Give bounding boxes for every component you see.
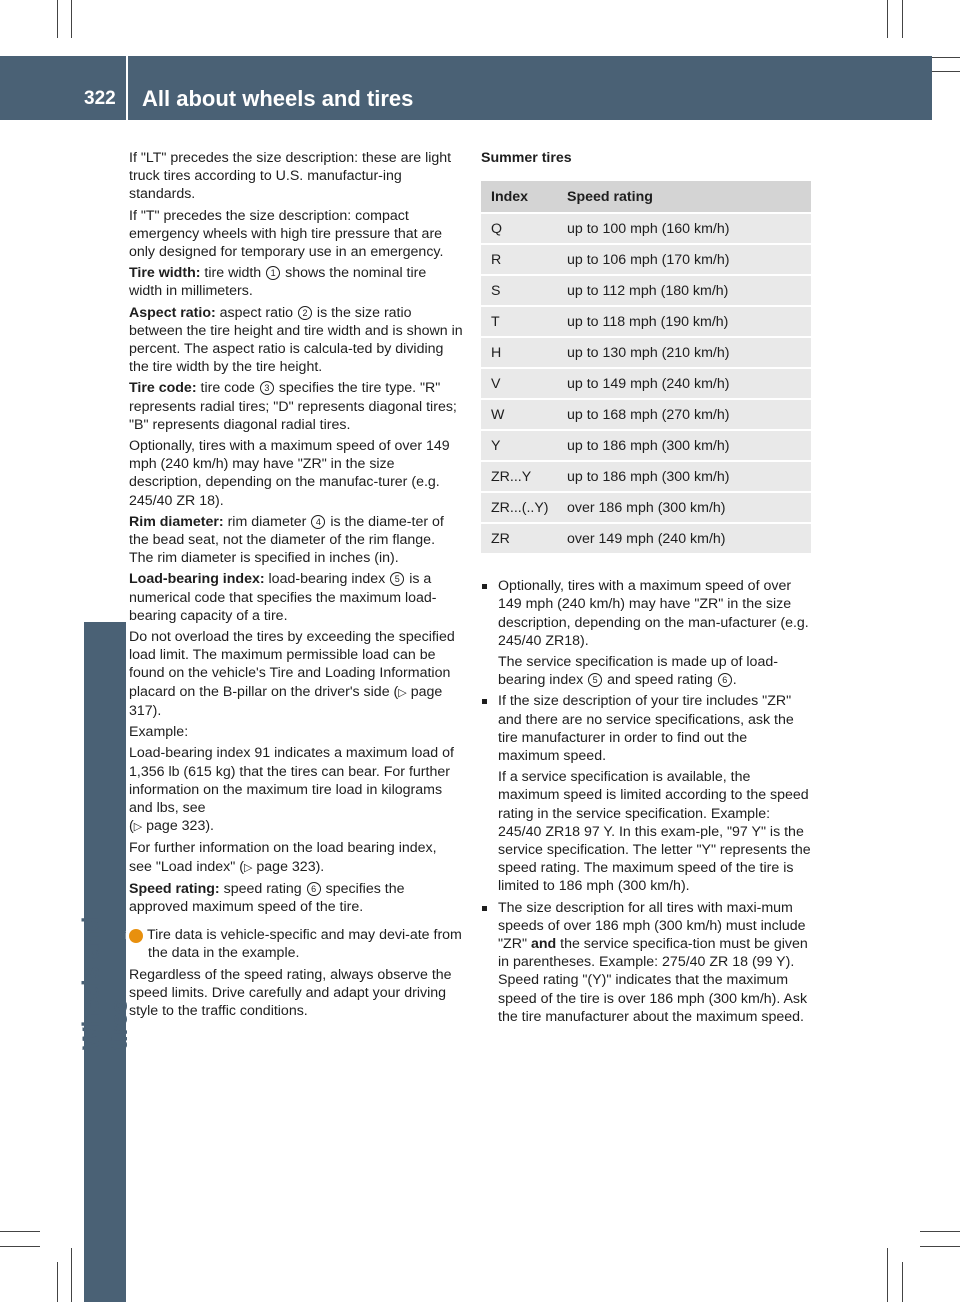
cell-speed: up to 186 mph (300 km/h) (557, 462, 811, 491)
callout-6-icon: 6 (307, 882, 321, 896)
text: the service specifica-tion must be given in parentheses. Example: 275/40 ZR 18 (99 Y). Speed rating "(Y)" indicates that the maximum speed of the tire is over 186 mph (300 km/h). Ask the tire manufacturer about the maximum speed. (498, 936, 808, 1025)
column-header-index: Index (481, 181, 557, 212)
text: shows the nominal tire width in millimeters. (129, 265, 427, 300)
callout-1-icon: 1 (266, 266, 280, 280)
crop-mark (71, 0, 72, 38)
info-note (124, 926, 463, 962)
crop-mark (57, 1262, 58, 1302)
paragraph-rim-diameter (129, 513, 463, 568)
crop-mark (887, 0, 888, 38)
callout-6-icon: 6 (718, 673, 732, 687)
text: For further information on the load bearing index, see "Load index" ( (129, 840, 437, 875)
table-row (481, 214, 811, 243)
list-item-detail (481, 653, 811, 689)
paragraph-aspect-ratio (129, 304, 463, 377)
column-header-speed-rating: Speed rating (557, 181, 811, 212)
table-row (481, 524, 811, 553)
list-item: Optionally, tires with a maximum speed of over 149 mph (240 km/h) may have "ZR" in the size description, depending on the man-ufacturer (e.g. 245/40 ZR18). (481, 577, 811, 650)
crop-mark (0, 1231, 40, 1232)
right-column (481, 149, 811, 1029)
cell-index: ZR...Y (481, 462, 557, 491)
text: rim diameter (227, 513, 307, 530)
cell-index: Y (481, 431, 557, 460)
paragraph-regardless: Regardless of the speed rating, always observe the speed limits. Drive carefully and adapt your driving style to the traffic conditions. (129, 966, 452, 1019)
cell-index: Q (481, 214, 557, 243)
crop-mark (920, 1246, 960, 1247)
list-item (481, 899, 811, 1026)
callout-4-icon: 4 (311, 515, 325, 529)
crop-mark (920, 1231, 960, 1232)
crop-mark (902, 1262, 903, 1302)
table-row (481, 307, 811, 336)
table-row (481, 369, 811, 398)
text: tire width (204, 265, 262, 282)
list-item: If the size description of your tire includes "ZR" and there are no service specifications, ask the tire manufacturer in order to find out the maximum speed. (481, 692, 811, 765)
cell-index: ZR...(..Y) (481, 493, 557, 522)
side-tab-label: Wheels and tires (78, 916, 133, 1050)
cell-speed: up to 112 mph (180 km/h) (557, 276, 811, 305)
left-column (124, 149, 463, 1023)
table-row (481, 245, 811, 274)
cell-speed: up to 130 mph (210 km/h) (557, 338, 811, 367)
cell-index: W (481, 400, 557, 429)
crop-mark (887, 1248, 888, 1302)
table-row (481, 400, 811, 429)
cell-index: H (481, 338, 557, 367)
text: The service specification is made up of load-bearing index (498, 654, 778, 689)
cell-index: R (481, 245, 557, 274)
cell-speed: up to 118 mph (190 km/h) (557, 307, 811, 336)
header-bar (0, 56, 932, 120)
emphasis-and: and (530, 936, 557, 953)
text: aspect ratio (219, 304, 294, 321)
crop-mark (902, 0, 903, 38)
text: and speed rating (607, 672, 713, 689)
callout-5-icon: 5 (390, 572, 404, 586)
table-row (481, 462, 811, 491)
text: The size description for all tires with maxi-mum speeds of over 186 mph (300 km/h) must include "ZR" (498, 899, 806, 953)
cell-speed: over 186 mph (300 km/h) (557, 493, 811, 522)
paragraph-tire-code (129, 379, 463, 434)
example-label: Example: (129, 724, 189, 741)
text: . (732, 672, 737, 689)
page-ref-arrow-icon: ▷ (133, 821, 143, 834)
text: is a numerical code that specifies the maximum load-bearing capacity of a tire. (129, 571, 437, 624)
table-row (481, 338, 811, 367)
cell-speed: over 149 mph (240 km/h) (557, 524, 811, 553)
paragraph-optional-zr: Optionally, tires with a maximum speed of over 149 mph (240 km/h) may have "ZR" in the size description, depending on the manufac-turer (e.g. 245/40 ZR 18). (129, 438, 450, 509)
paragraph-further-info (129, 839, 463, 876)
info-icon: i (129, 929, 143, 943)
paragraph-overload (129, 628, 463, 720)
paragraph-example: Load-bearing index 91 indicates a maximum load of 1,356 lb (615 kg) that the tires can bear. For further information on the maximum tire load in kilograms and lbs, see (▷ page 323). (129, 745, 454, 835)
paragraph-load-index (129, 570, 463, 625)
term-load-index: Load-bearing index: (129, 571, 265, 588)
text: specifies the approved maximum speed of the tire. (129, 880, 405, 915)
crop-mark (0, 1246, 40, 1247)
page-ref-arrow-icon: ▷ (398, 686, 407, 699)
table-row (481, 431, 811, 460)
paragraph-lt: If "LT" precedes the size description: these are light truck tires according to U.S. manufactur-ing standards. (129, 150, 452, 203)
cell-index: V (481, 369, 557, 398)
paragraph-speed-rating (129, 880, 463, 916)
paragraph-t: If "T" precedes the size description: compact emergency wheels with high tire pressure that are only designed for temporary use in an emergency. (129, 207, 444, 261)
page-ref-arrow-icon: ▷ (243, 861, 253, 874)
text: load-bearing index (268, 571, 386, 588)
cell-speed: up to 100 mph (160 km/h) (557, 214, 811, 243)
table-header-row (481, 181, 811, 212)
term-tire-code: Tire code: (129, 380, 197, 397)
callout-5-icon: 5 (588, 673, 602, 687)
page-number: 322 (84, 88, 116, 109)
cell-index: T (481, 307, 557, 336)
cell-index: ZR (481, 524, 557, 553)
cell-speed: up to 168 mph (270 km/h) (557, 400, 811, 429)
table-row (481, 276, 811, 305)
text: Load-bearing index 91 indicates a maximum load of 1,356 lb (615 kg) that the tires can bear. For further information on the maximum tire load in kilograms and lbs, see (129, 745, 454, 816)
text: speed rating (223, 880, 302, 897)
cell-speed: up to 186 mph (300 km/h) (557, 431, 811, 460)
page-ref-link[interactable]: page 323). (146, 818, 214, 835)
bullet-list (481, 577, 811, 1026)
page-ref-link[interactable]: page 317). (129, 683, 443, 719)
cell-speed: up to 149 mph (240 km/h) (557, 369, 811, 398)
header-divider (126, 56, 128, 120)
page-ref-link[interactable]: page 323). (256, 858, 325, 875)
list-item-detail: If a service specification is available, the maximum speed is limited according to the speed rating in the service specification. Example: 245/40 ZR18 97 Y. In this exam-ple, "97 Y" is the service specification. The letter "Y" represents the speed rating. The maximum speed of the tire is limited to 186 mph (300 km/h). (498, 769, 811, 895)
text: Do not overload the tires by exceeding the specified load limit. The maximum permissible load can be found on the vehicle's Tire and Loading Information placard on the B-pillar on the driver's side ( (129, 629, 455, 700)
callout-2-icon: 2 (298, 306, 312, 320)
crop-mark (57, 0, 58, 38)
table-row (481, 493, 811, 522)
term-rim-diameter: Rim diameter: (129, 513, 224, 530)
speed-rating-table (481, 179, 811, 555)
cell-speed: up to 106 mph (170 km/h) (557, 245, 811, 274)
callout-3-icon: 3 (260, 381, 274, 395)
text: is the diame-ter of the bead seat, not the diameter of the rim flange. The rim diameter is specified in inches (in). (129, 513, 444, 567)
term-speed-rating: Speed rating: (129, 880, 220, 897)
text: tire code (200, 380, 255, 397)
paragraph-tire-width (129, 264, 463, 300)
term-aspect-ratio: Aspect ratio: (129, 304, 216, 321)
cell-index: S (481, 276, 557, 305)
term-tire-width: Tire width: (129, 265, 201, 282)
section-title: Summer tires (481, 150, 572, 166)
text: is the size ratio between the tire height and tire width and is shown in percent. The aspect ratio is calcula-ted by dividing the tire width by the tire height. (129, 304, 463, 376)
page-title: All about wheels and tires (142, 86, 414, 111)
text: specifies the tire type. "R" represents radial tires; "D" represents diagonal tires; "B" represents diagonal radial tires. (129, 380, 457, 433)
text: Tire data is vehicle-specific and may devi-ate from the data in the example. (147, 927, 462, 962)
crop-mark (71, 1248, 72, 1302)
